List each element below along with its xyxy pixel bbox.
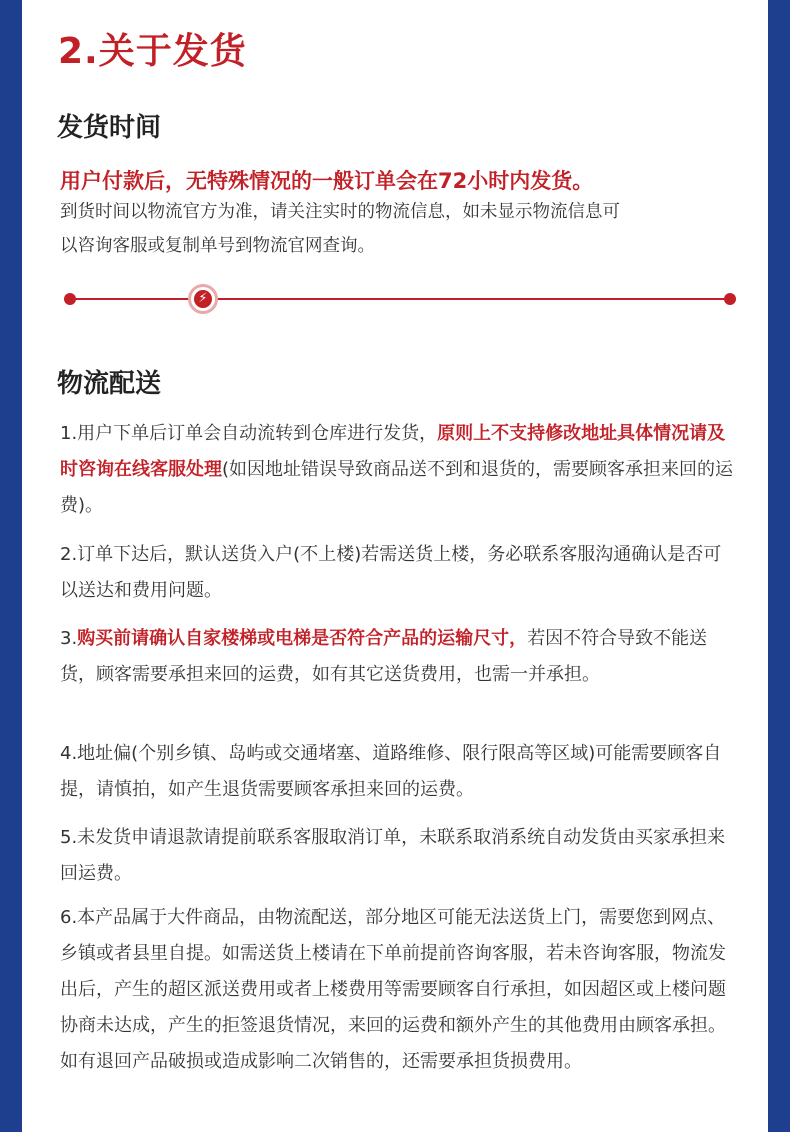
divider-badge bbox=[188, 284, 218, 314]
item3-text-end: 若因不符合导致不能送货，顾客需要承担来回的运费，如有其它送货费用，也需一并承担。 bbox=[60, 628, 708, 685]
lightning-icon: ⚡ bbox=[194, 290, 212, 308]
section-title: 2.关于发货 bbox=[58, 31, 247, 72]
logistics-heading: 物流配送 bbox=[57, 369, 162, 399]
divider-left-dot bbox=[64, 293, 76, 305]
item1-text: 1.用户下单后订单会自动流转到仓库进行发货， bbox=[60, 423, 438, 444]
shipping-time-lead: 用户付款后，无特殊情况的一般订单会在72小时内发货。 bbox=[60, 169, 594, 193]
logistics-item-5: 5.未发货申请退款请提前联系客服取消订单，未联系取消系统自动发货由买家承担来回运费。 bbox=[60, 827, 726, 884]
shipping-time-body-line2: 以咨询客服或复制单号到物流官网查询。 bbox=[60, 236, 375, 256]
item3-highlight: 购买前请确认自家楼梯或电梯是否符合产品的运输尺寸， bbox=[77, 628, 528, 649]
shipping-time-body-line1: 到货时间以物流官方为准，请关注实时的物流信息，如未显示物流信息可 bbox=[60, 202, 620, 222]
shipping-time-heading: 发货时间 bbox=[57, 113, 162, 143]
logistics-item-1 bbox=[60, 416, 736, 524]
logistics-item-4: 4.地址偏(个别乡镇、岛屿或交通堵塞、道路维修、限行限高等区域)可能需要顾客自提，请慎拍，如产生退货需要顾客承担来回的运费。 bbox=[60, 743, 722, 800]
logistics-item-2: 2.订单下达后，默认送货入户(不上楼)若需送货上楼，务必联系客服沟通确认是否可以送达和费用问题。 bbox=[60, 544, 722, 601]
section-divider bbox=[68, 298, 730, 300]
logistics-item-6: 6.本产品属于大件商品，由物流配送，部分地区可能无法送货上门，需要您到网点、乡镇或者县里自提。如需送货上楼请在下单前提前咨询客服，若未咨询客服，物流发出后，产生的超区派送费用或者上楼费用等需要顾客自行承担，如因超区或上楼问题协商未达成，产生的拒签退货情况，来回的运费和额外产生的其他费用由顾客承担。如有退回产品破损或造成影响二次销售的，还需要承担货损费用。 bbox=[60, 907, 726, 1072]
item1-highlight: 原则上不支持修改地址具体情况请及时咨询在线客服处理 bbox=[60, 423, 726, 480]
content-panel bbox=[22, 0, 768, 1132]
logistics-item-3 bbox=[60, 621, 736, 693]
item3-text: 3. bbox=[60, 628, 78, 649]
divider-right-dot bbox=[724, 293, 736, 305]
item1-text-end: (如因地址错误导致商品送不到和退货的，需要顾客承担来回的运费)。 bbox=[60, 459, 734, 516]
